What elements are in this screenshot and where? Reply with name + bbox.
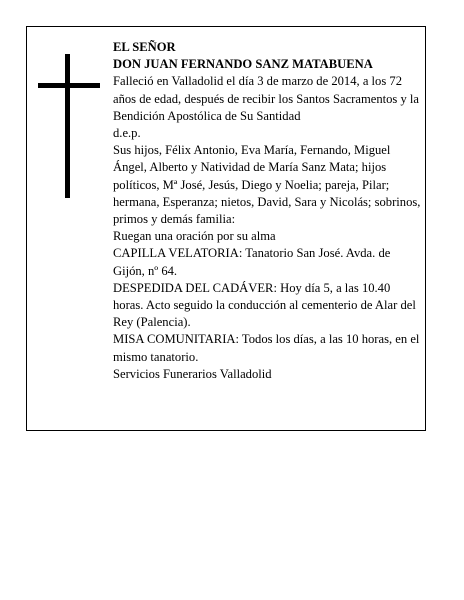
chapel-info: CAPILLA VELATORIA: Tanatorio San José. Avda. de Gijón, nº 64. [113,246,391,278]
mass-info: MISA COMUNITARIA: Todos los días, a las 10 horas, en el mismo tanatorio. [113,332,420,364]
funeral-services: Servicios Funerarios Valladolid [113,366,272,381]
obituary-text [113,39,423,383]
cross-icon [38,54,100,198]
prayer-request: Ruegan una oración por su alma [113,229,276,244]
rip-line: d.e.p. [113,126,141,141]
deceased-name: DON JUAN FERNANDO SANZ MATABUENA [113,57,373,72]
death-statement: Falleció en Valladolid el día 3 de marzo de 2014, a los 72 años de edad, después de recibir los Santos Sacramentos y la Bendición Apostólica de Su Santidad [113,74,420,123]
obituary-notice [26,26,426,431]
family-list: Sus hijos, Félix Antonio, Eva María, Fernando, Miguel Ángel, Alberto y Natividad de María Sanz Mata; hijos políticos, Mª José, Jesús, Diego y Noelia; pareja, Pilar; hermana, Esperanza; nietos, David, Sara y Nicolás; sobrinos, primos y demás familia: [113,143,421,227]
obituary-title: EL SEÑOR [113,40,176,54]
cross-horizontal-bar [38,83,100,88]
departure-info: DESPEDIDA DEL CADÁVER: Hoy día 5, a las 10.40 horas. Acto seguido la conducción al cementerio de Alar del Rey (Palencia). [113,280,416,330]
cross-vertical-bar [65,54,70,198]
